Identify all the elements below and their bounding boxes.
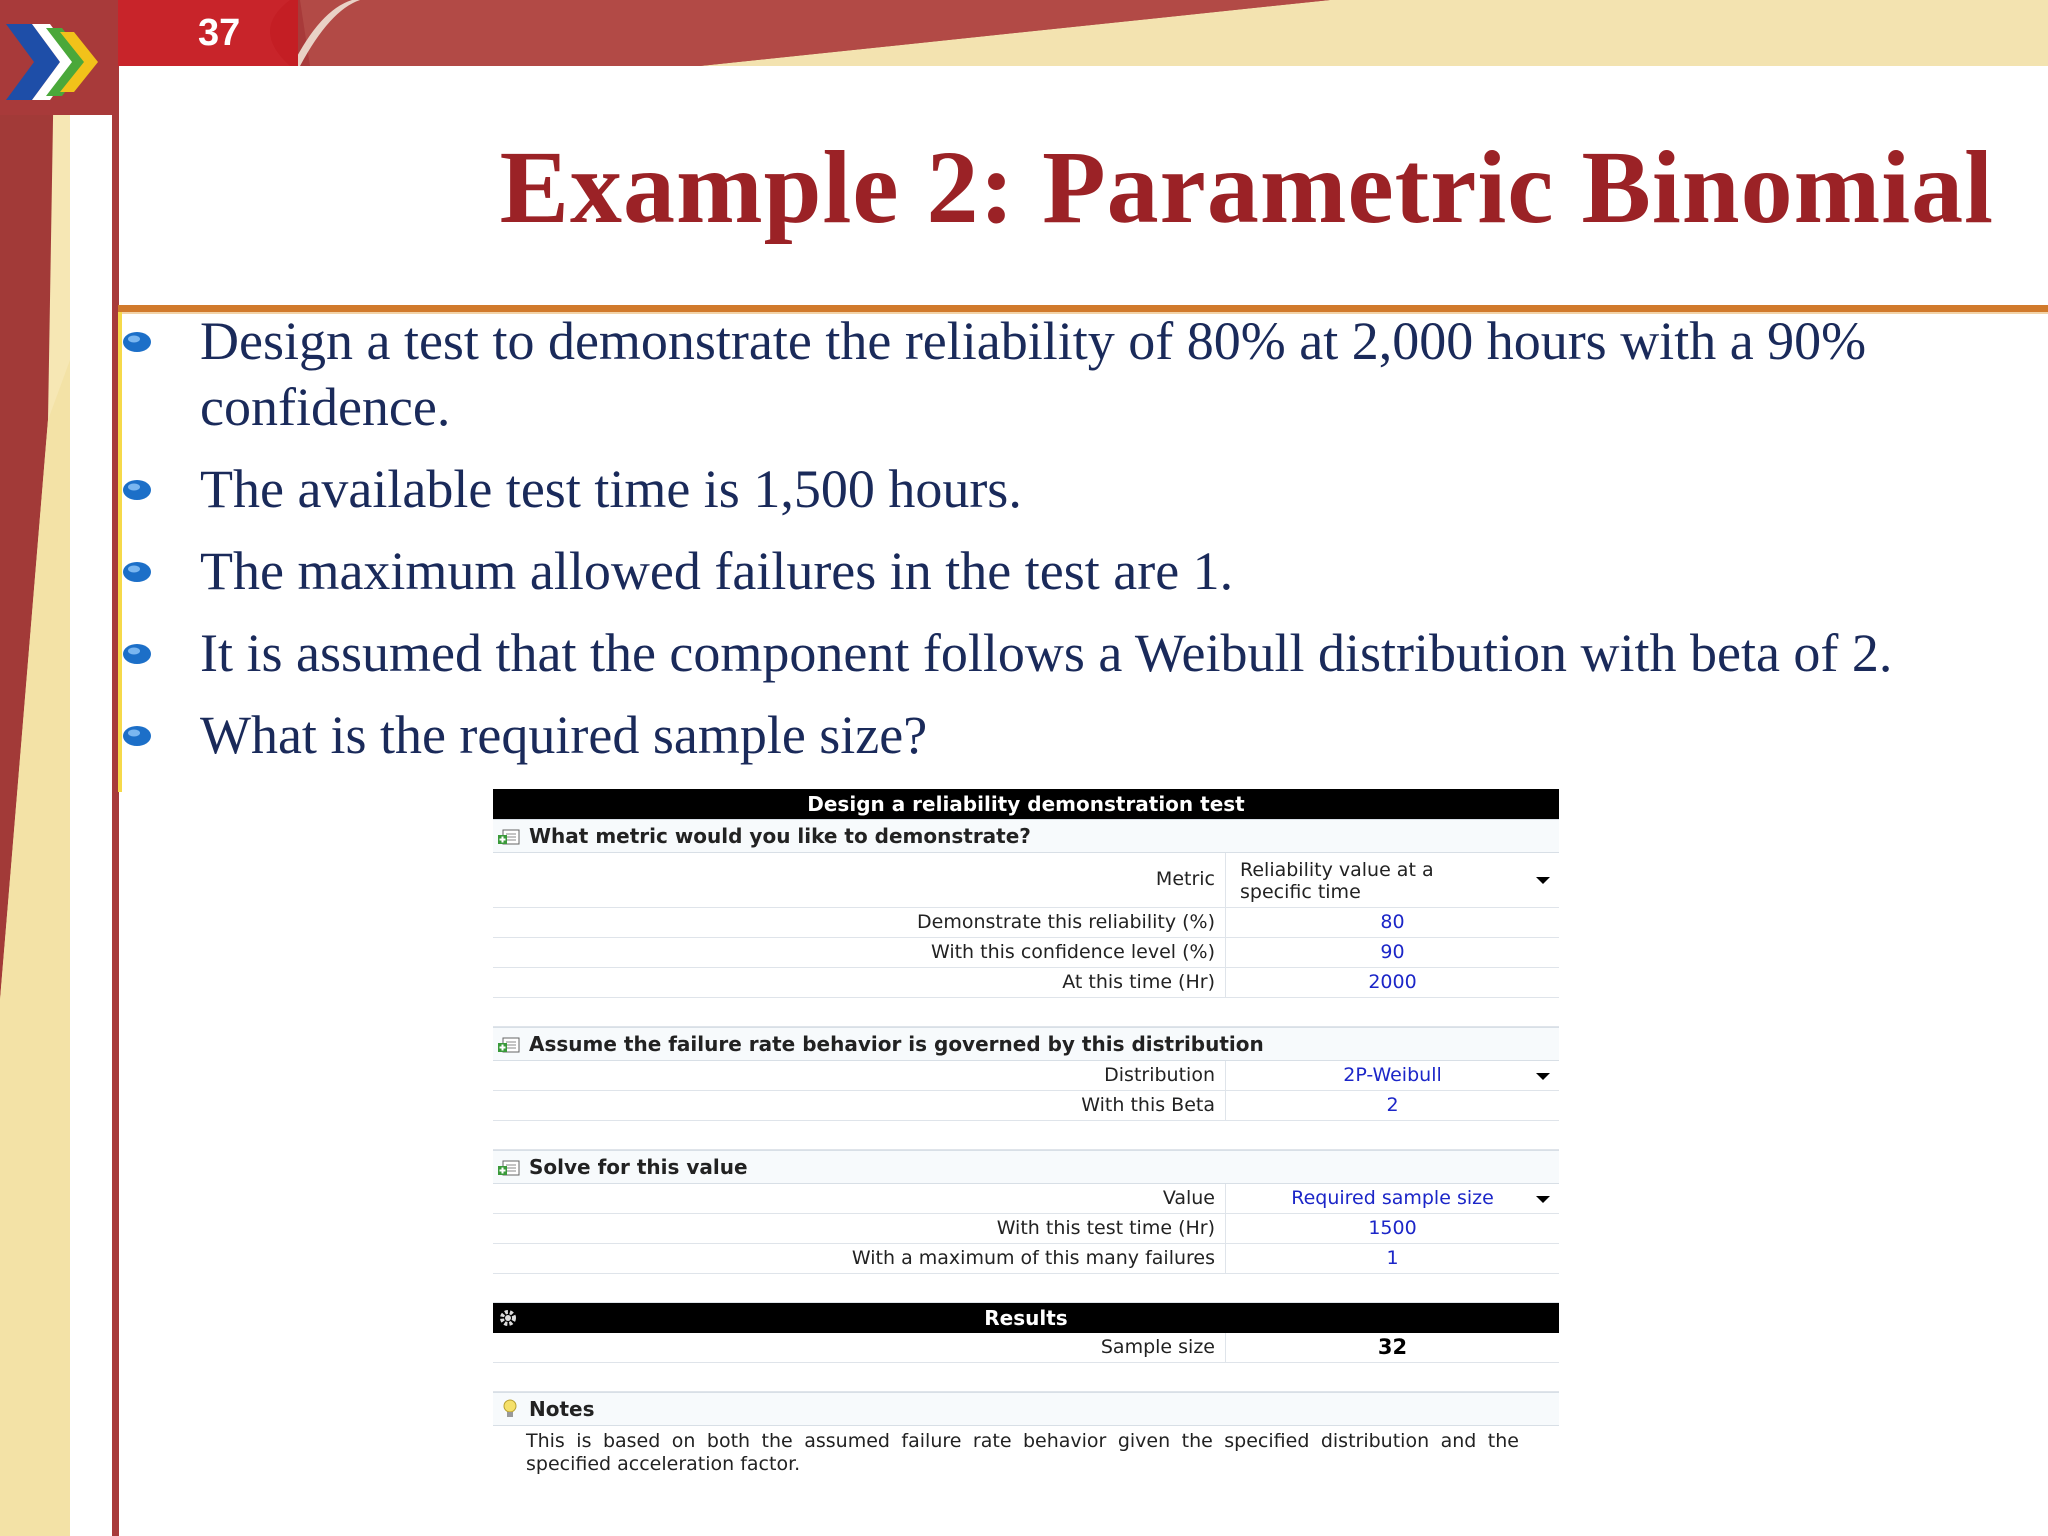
bullet-item <box>122 620 2012 686</box>
beta-input[interactable]: 2 <box>1386 1094 1399 1116</box>
distribution-row <box>493 1061 1559 1091</box>
spacer <box>493 1363 1559 1392</box>
gear-icon <box>497 1307 519 1329</box>
max-failures-label: With a maximum of this many failures <box>493 1244 1226 1273</box>
solve-value-select-value: Required sample size <box>1291 1187 1494 1209</box>
collapse-section-icon[interactable] <box>497 1157 523 1177</box>
reliability-row <box>493 908 1559 938</box>
distribution-label: Distribution <box>493 1061 1226 1090</box>
test-time-input[interactable]: 1500 <box>1368 1217 1417 1239</box>
spacer <box>493 998 1559 1027</box>
bullet-text: Design a test to demonstrate the reliability of 80% at 2,000 hours with a 90% confidence. <box>200 311 1867 437</box>
bullet-icon <box>122 642 152 666</box>
reliability-input[interactable]: 80 <box>1380 911 1405 933</box>
spacer <box>493 1274 1559 1303</box>
bullet-icon <box>122 478 152 502</box>
chevron-down-icon[interactable] <box>1535 1195 1551 1204</box>
bullet-item <box>122 456 2012 522</box>
max-failures-input[interactable]: 1 <box>1386 1247 1399 1269</box>
section-distribution-header[interactable] <box>493 1027 1559 1061</box>
sample-size-row <box>493 1333 1559 1363</box>
metric-select-value: Reliability value at a specific time <box>1240 859 1434 903</box>
metric-select[interactable] <box>1226 853 1559 907</box>
bullet-text: The available test time is 1,500 hours. <box>200 459 1022 519</box>
bullet-item <box>122 702 2012 768</box>
sample-size-label: Sample size <box>493 1333 1226 1362</box>
sample-size-value: 32 <box>1377 1335 1408 1359</box>
confidence-row <box>493 938 1559 968</box>
collapse-section-icon[interactable] <box>497 1034 523 1054</box>
chevron-down-icon[interactable] <box>1535 876 1551 885</box>
panel-header: Design a reliability demonstration test <box>493 789 1559 819</box>
bullet-list <box>122 308 2012 784</box>
section-metric-header[interactable] <box>493 819 1559 853</box>
metric-label: Metric <box>493 853 1226 907</box>
bullet-text: What is the required sample size? <box>200 705 928 765</box>
bullet-icon <box>122 330 152 354</box>
bullet-icon <box>122 724 152 748</box>
max-failures-row <box>493 1244 1559 1274</box>
slide-title: Example 2: Parametric Binomial <box>499 130 1994 245</box>
notes-title: Notes <box>529 1397 595 1421</box>
bullet-text: It is assumed that the component follows a Weibull distribution with beta of 2. <box>200 623 1893 683</box>
time-input[interactable]: 2000 <box>1368 971 1417 993</box>
reliability-label: Demonstrate this reliability (%) <box>493 908 1226 937</box>
results-title: Results <box>984 1306 1068 1330</box>
time-label: At this time (Hr) <box>493 968 1226 997</box>
confidence-input[interactable]: 90 <box>1380 941 1405 963</box>
distribution-select[interactable] <box>1226 1061 1559 1090</box>
lightbulb-icon <box>497 1398 523 1420</box>
spacer <box>493 1121 1559 1150</box>
test-time-row <box>493 1214 1559 1244</box>
solve-value-row <box>493 1184 1559 1214</box>
test-time-label: With this test time (Hr) <box>493 1214 1226 1243</box>
solve-value-select[interactable] <box>1226 1184 1559 1213</box>
time-row <box>493 968 1559 998</box>
section-title: What metric would you like to demonstrate? <box>529 824 1031 848</box>
metric-row <box>493 853 1559 908</box>
bullet-icon <box>122 560 152 584</box>
section-title: Assume the failure rate behavior is governed by this distribution <box>529 1032 1264 1056</box>
collapse-section-icon[interactable] <box>497 826 523 846</box>
chevron-down-icon[interactable] <box>1535 1072 1551 1081</box>
bullet-item <box>122 538 2012 604</box>
slide-number: 37 <box>198 12 241 54</box>
section-solve-header[interactable] <box>493 1150 1559 1184</box>
bullet-item <box>122 308 2012 440</box>
results-header <box>493 1303 1559 1333</box>
beta-label: With this Beta <box>493 1091 1226 1120</box>
notes-header <box>493 1392 1559 1426</box>
notes-text: This is based on both the assumed failure rate behavior given the specified distribution and the specified acceleration factor. <box>526 1430 1519 1475</box>
confidence-label: With this confidence level (%) <box>493 938 1226 967</box>
beta-row <box>493 1091 1559 1121</box>
demonstration-test-panel <box>493 789 1559 1482</box>
section-title: Solve for this value <box>529 1155 748 1179</box>
distribution-select-value: 2P-Weibull <box>1343 1064 1442 1086</box>
bullet-text: The maximum allowed failures in the test are 1. <box>200 541 1234 601</box>
solve-value-label: Value <box>493 1184 1226 1213</box>
